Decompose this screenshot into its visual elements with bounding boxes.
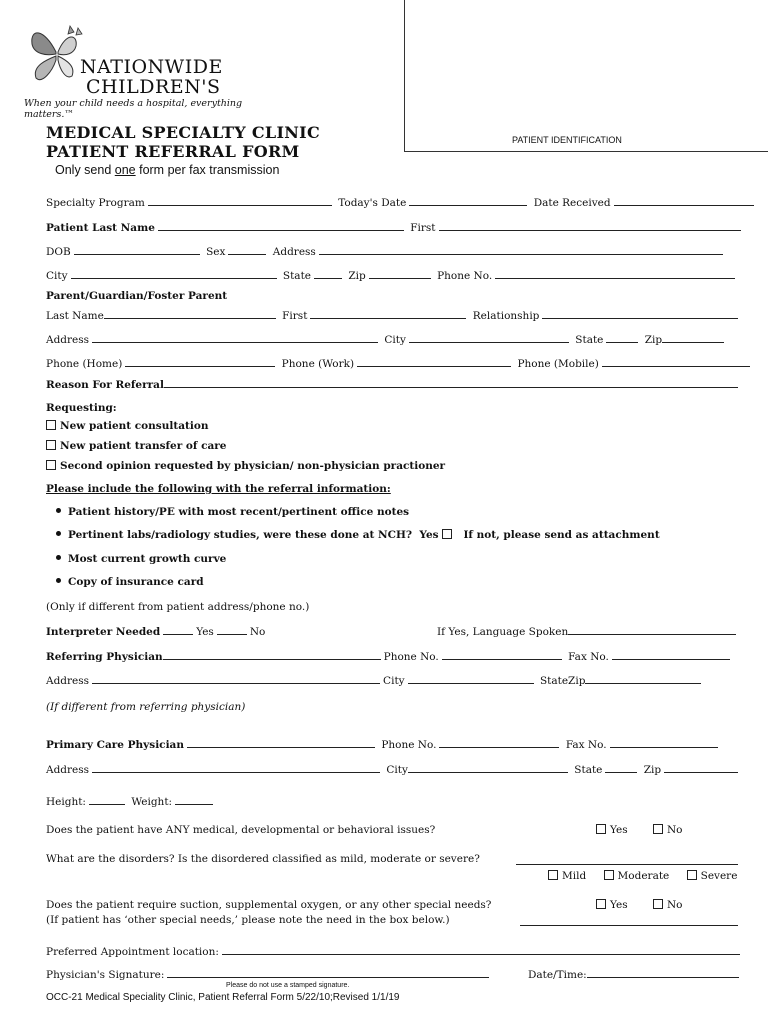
nationwide-childrens-logo xyxy=(22,22,262,120)
disorders-field[interactable] xyxy=(516,864,738,865)
q3-yes-checkbox[interactable] xyxy=(596,899,606,909)
q1-yes-checkbox[interactable] xyxy=(596,824,606,834)
phone-home-field[interactable] xyxy=(125,356,275,367)
special-needs-field[interactable] xyxy=(520,925,738,926)
referring-city-field[interactable] xyxy=(408,673,534,684)
requesting-heading: Requesting: xyxy=(46,402,117,414)
requesting-option[interactable]: New patient consultation xyxy=(46,419,208,433)
logo-line-2: CHILDREN'S xyxy=(86,76,221,98)
row-datetime: Date/Time: xyxy=(528,967,742,982)
q1-options: Yes No xyxy=(596,823,682,837)
height-field[interactable] xyxy=(89,794,125,805)
if-different-note: (If different from referring physician) xyxy=(46,701,246,713)
requesting-option[interactable]: Second opinion requested by physician/ non-physician practioner xyxy=(46,459,445,473)
referring-fax-field[interactable] xyxy=(612,649,730,660)
q1-no-checkbox[interactable] xyxy=(653,824,663,834)
include-item: Patient history/PE with most recent/pertinent office notes xyxy=(56,505,409,519)
sex-field[interactable] xyxy=(228,244,266,255)
language-spoken-field[interactable] xyxy=(568,624,736,635)
patient-state-field[interactable] xyxy=(314,268,342,279)
interpreter-no-field[interactable] xyxy=(217,624,247,635)
phone-mobile-field[interactable] xyxy=(602,356,750,367)
referring-statezip-field[interactable] xyxy=(585,673,701,684)
patient-city-field[interactable] xyxy=(71,268,277,279)
row-reason: Reason For Referral xyxy=(46,377,741,392)
dob-field[interactable] xyxy=(74,244,200,255)
row-patient-name: Patient Last Name First xyxy=(46,220,744,235)
patient-last-name-field[interactable] xyxy=(158,220,404,231)
row-pcp-address: Address City State Zip xyxy=(46,762,741,777)
patient-first-name-field[interactable] xyxy=(439,220,741,231)
butterfly-icon xyxy=(26,22,86,86)
bullet-icon xyxy=(56,531,61,536)
referring-phone-field[interactable] xyxy=(442,649,562,660)
patient-phone-field[interactable] xyxy=(495,268,735,279)
referring-physician-field[interactable] xyxy=(163,649,381,660)
form-title-line-2: PATIENT REFERRAL FORM xyxy=(46,142,300,161)
phone-work-field[interactable] xyxy=(357,356,511,367)
special-needs-note: (If patient has ‘other special needs,’ please note the need in the box below.) xyxy=(46,914,450,926)
form-footer: OCC-21 Medical Speciality Clinic, Patient Referral Form 5/22/10;Revised 1/1/19 xyxy=(46,992,400,1003)
todays-date-field[interactable] xyxy=(409,195,527,206)
row-language: If Yes, Language Spoken xyxy=(437,624,739,639)
patient-address-field[interactable] xyxy=(319,244,723,255)
include-item: Most current growth curve xyxy=(56,552,226,566)
row-parent-phones: Phone (Home) Phone (Work) Phone (Mobile) xyxy=(46,356,753,371)
row-parent-address: Address City State Zip xyxy=(46,332,727,347)
bullet-icon xyxy=(56,578,61,583)
row-specialty: Specialty Program Today's Date Date Received xyxy=(46,195,757,210)
parent-first-name-field[interactable] xyxy=(310,308,466,319)
parent-guardian-heading: Parent/Guardian/Foster Parent xyxy=(46,290,228,302)
pcp-address-field[interactable] xyxy=(92,762,380,773)
include-item-labs: Pertinent labs/radiology studies, were these done at NCH? Yes If not, please send as attachment xyxy=(56,528,660,542)
requesting-option[interactable]: New patient transfer of care xyxy=(46,439,226,453)
pcp-city-field[interactable] xyxy=(408,762,568,773)
moderate-checkbox[interactable] xyxy=(604,870,614,880)
labs-yes-checkbox[interactable] xyxy=(442,529,452,539)
pcp-fax-field[interactable] xyxy=(610,737,718,748)
row-city: City State Zip Phone No. xyxy=(46,268,738,283)
pcp-phone-field[interactable] xyxy=(439,737,559,748)
row-referring: Referring Physician Phone No. Fax No. xyxy=(46,649,733,664)
signature-field[interactable] xyxy=(167,967,489,978)
row-interpreter: Interpreter Needed Yes No xyxy=(46,626,266,638)
include-item: Copy of insurance card xyxy=(56,575,204,589)
parent-state-field[interactable] xyxy=(606,332,638,343)
parent-city-field[interactable] xyxy=(409,332,569,343)
checkbox-icon[interactable] xyxy=(46,440,56,450)
form-title-line-1: MEDICAL SPECIALTY CLINIC xyxy=(46,123,321,142)
patient-identification-box[interactable] xyxy=(404,0,768,152)
severity-options: Mild Moderate Severe xyxy=(548,869,737,883)
relationship-field[interactable] xyxy=(542,308,738,319)
stamp-note: Please do not use a stamped signature. xyxy=(226,982,350,989)
include-heading: Please include the following with the referral information: xyxy=(46,483,391,495)
specialty-program-field[interactable] xyxy=(148,195,332,206)
row-pcp: Primary Care Physician Phone No. Fax No. xyxy=(46,737,721,752)
bullet-icon xyxy=(56,555,61,560)
row-signature: Physician's Signature: xyxy=(46,967,492,982)
interpreter-yes-field[interactable] xyxy=(163,624,193,635)
parent-zip-field[interactable] xyxy=(662,332,724,343)
reason-for-referral-field[interactable] xyxy=(164,377,738,388)
q3-no-checkbox[interactable] xyxy=(653,899,663,909)
row-referring-address: Address City StateZip xyxy=(46,673,704,688)
row-height-weight: Height: Weight: xyxy=(46,794,216,809)
referring-address-field[interactable] xyxy=(92,673,380,684)
pcp-zip-field[interactable] xyxy=(664,762,738,773)
severe-checkbox[interactable] xyxy=(687,870,697,880)
patient-zip-field[interactable] xyxy=(369,268,431,279)
datetime-field[interactable] xyxy=(587,967,739,978)
row-parent-name: Last Name First Relationship xyxy=(46,308,741,323)
form-subtitle: Only send one form per fax transmission xyxy=(55,163,280,177)
pcp-name-field[interactable] xyxy=(187,737,375,748)
row-preferred-location: Preferred Appointment location: xyxy=(46,944,743,959)
logo-tagline: When your child needs a hospital, everything matters.™ xyxy=(24,98,243,120)
preferred-location-field[interactable] xyxy=(222,944,740,955)
q3-options: Yes No xyxy=(596,898,682,912)
parent-last-name-field[interactable] xyxy=(104,308,276,319)
mild-checkbox[interactable] xyxy=(548,870,558,880)
pcp-state-field[interactable] xyxy=(605,762,637,773)
question-special-needs: Does the patient require suction, supplemental oxygen, or any other special needs? xyxy=(46,899,492,911)
only-if-different-note: (Only if different from patient address/phone no.) xyxy=(46,601,310,613)
weight-field[interactable] xyxy=(175,794,213,805)
patient-identification-label: PATIENT IDENTIFICATION xyxy=(512,135,622,145)
logo-line-1: NATIONWIDE xyxy=(80,56,223,78)
row-dob: DOB Sex Address xyxy=(46,244,726,259)
question-medical-issues: Does the patient have ANY medical, developmental or behavioral issues? xyxy=(46,824,436,836)
checkbox-icon[interactable] xyxy=(46,460,56,470)
date-received-field[interactable] xyxy=(614,195,754,206)
parent-address-field[interactable] xyxy=(92,332,378,343)
bullet-icon xyxy=(56,508,61,513)
checkbox-icon[interactable] xyxy=(46,420,56,430)
question-disorders: What are the disorders? Is the disordered classified as mild, moderate or severe? xyxy=(46,853,480,865)
